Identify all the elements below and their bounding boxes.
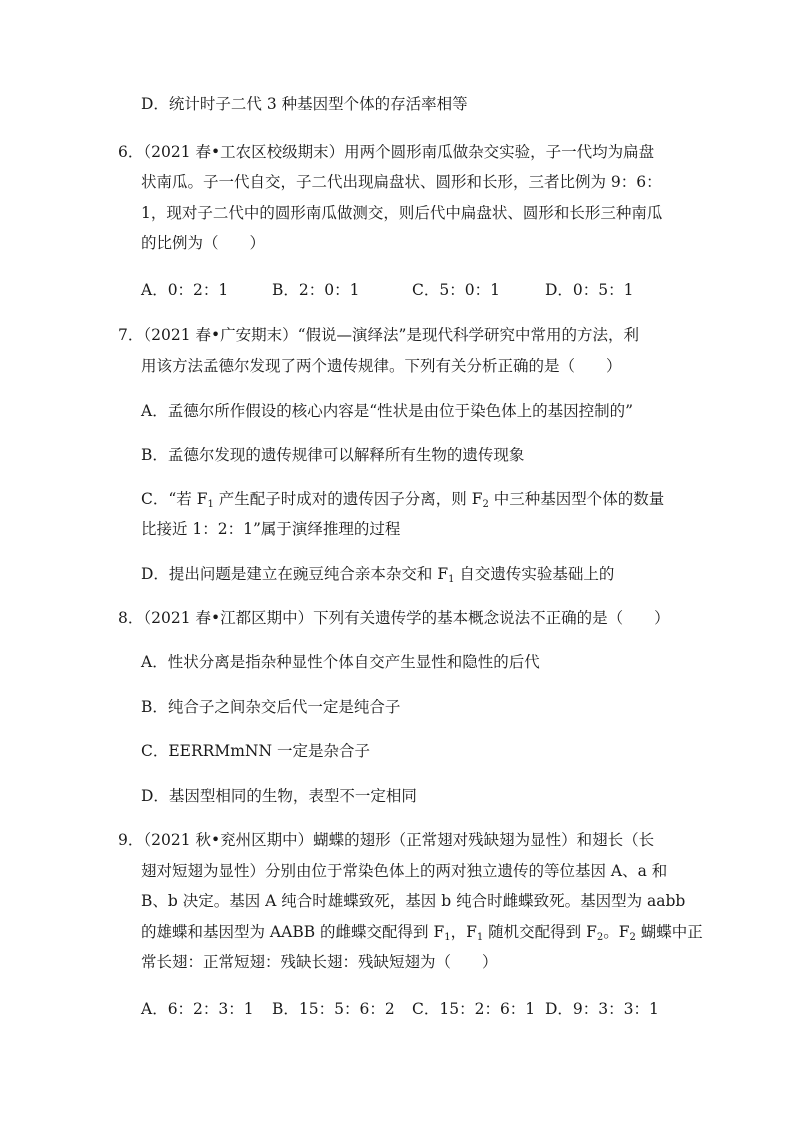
q9-stem-line-4: 的雄蝶和基因型为 AABB 的雌蝶交配得到 $F_1$，$F_1$ 随机交配得到 $F_2$。$F_2$ 蝴蝶中正 (141, 923, 703, 943)
q9-stem-line-2: 翅对短翅为显性）分别由位于常染色体上的两对独立遗传的等位基因 A、a 和 (141, 862, 668, 880)
q6-stem-line-3: 1，现对子二代中的圆形南瓜做测交，则后代中扁盘状、圆形和长形三种南瓜 (141, 204, 663, 222)
q6-option-d: D．0：5：1 (545, 281, 634, 299)
q8-stem: 8．（2021 春•江都区期中）下列有关遗传学的基本概念说法不正确的是（ ） (118, 609, 670, 627)
q7-option-a: A．孟德尔所作假设的核心内容是“性状是由位于染色体上的基因控制的” (141, 402, 634, 420)
q7-stem-line-2: 用该方法孟德尔发现了两个遗传规律。下列有关分析正确的是（ ） (141, 357, 622, 375)
q7-option-c-line-2: 比接近 1：2：1”属于演绎推理的过程 (141, 520, 401, 538)
q6-stem-line-4: 的比例为（ ） (141, 234, 266, 252)
q6-option-c: C．5：0：1 (412, 281, 500, 299)
q6-stem-line-2: 状南瓜。子一代自交，子二代出现扁盘状、圆形和长形，三者比例为 9：6： (141, 173, 662, 191)
q9-stem-line-5: 常长翅：正常短翅：残缺长翅：残缺短翅为（ ） (141, 953, 498, 971)
q8-option-a: A．性状分离是指杂种显性个体自交产生显性和隐性的后代 (141, 653, 540, 671)
q9-option-a: A．6：2：3：1 (141, 1000, 254, 1018)
q9-stem-line-1: 9．（2021 秋•兖州区期中）蝴蝶的翅形（正常翅对残缺翅为显性）和翅长（长 (118, 831, 655, 849)
q6-option-a: A．0：2：1 (141, 281, 229, 299)
q7-option-d: D．提出问题是建立在豌豆纯合亲本杂交和 $F_1$ 自交遗传实验基础上的 (141, 565, 615, 585)
q6-option-b: B．2：0：1 (272, 281, 360, 299)
q7-option-b: B．孟德尔发现的遗传规律可以解释所有生物的遗传现象 (141, 446, 525, 464)
q9-option-d: D．9：3：3：1 (545, 1000, 659, 1018)
q8-option-c: C．EERRMmNN 一定是杂合子 (141, 742, 370, 760)
q6-stem-line-1: 6．（2021 春•工农区校级期末）用两个圆形南瓜做杂交实验，子一代均为扁盘 (118, 143, 655, 161)
q9-option-c: C．15：2：6：1 (412, 1000, 536, 1018)
q7-option-c-line-1: C．“若 $F_1$ 产生配子时成对的遗传因子分离，则 $F_2$ 中三种基因型个体的数量 (141, 490, 665, 510)
q9-option-b: B．15：5：6：2 (272, 1000, 395, 1018)
q8-option-d: D．基因型相同的生物，表型不一定相同 (141, 787, 417, 805)
q9-stem-line-3: B、b 决定。基因 A 纯合时雄蝶致死，基因 b 纯合时雌蝶致死。基因型为 aabb (141, 892, 686, 910)
q8-option-b: B．纯合子之间杂交后代一定是纯合子 (141, 698, 401, 716)
q7-stem-line-1: 7．（2021 春•广安期末）“假说—演绎法”是现代科学研究中常用的方法，利 (118, 326, 639, 344)
q5-option-d: D．统计时子二代 3 种基因型个体的存活率相等 (141, 95, 468, 113)
